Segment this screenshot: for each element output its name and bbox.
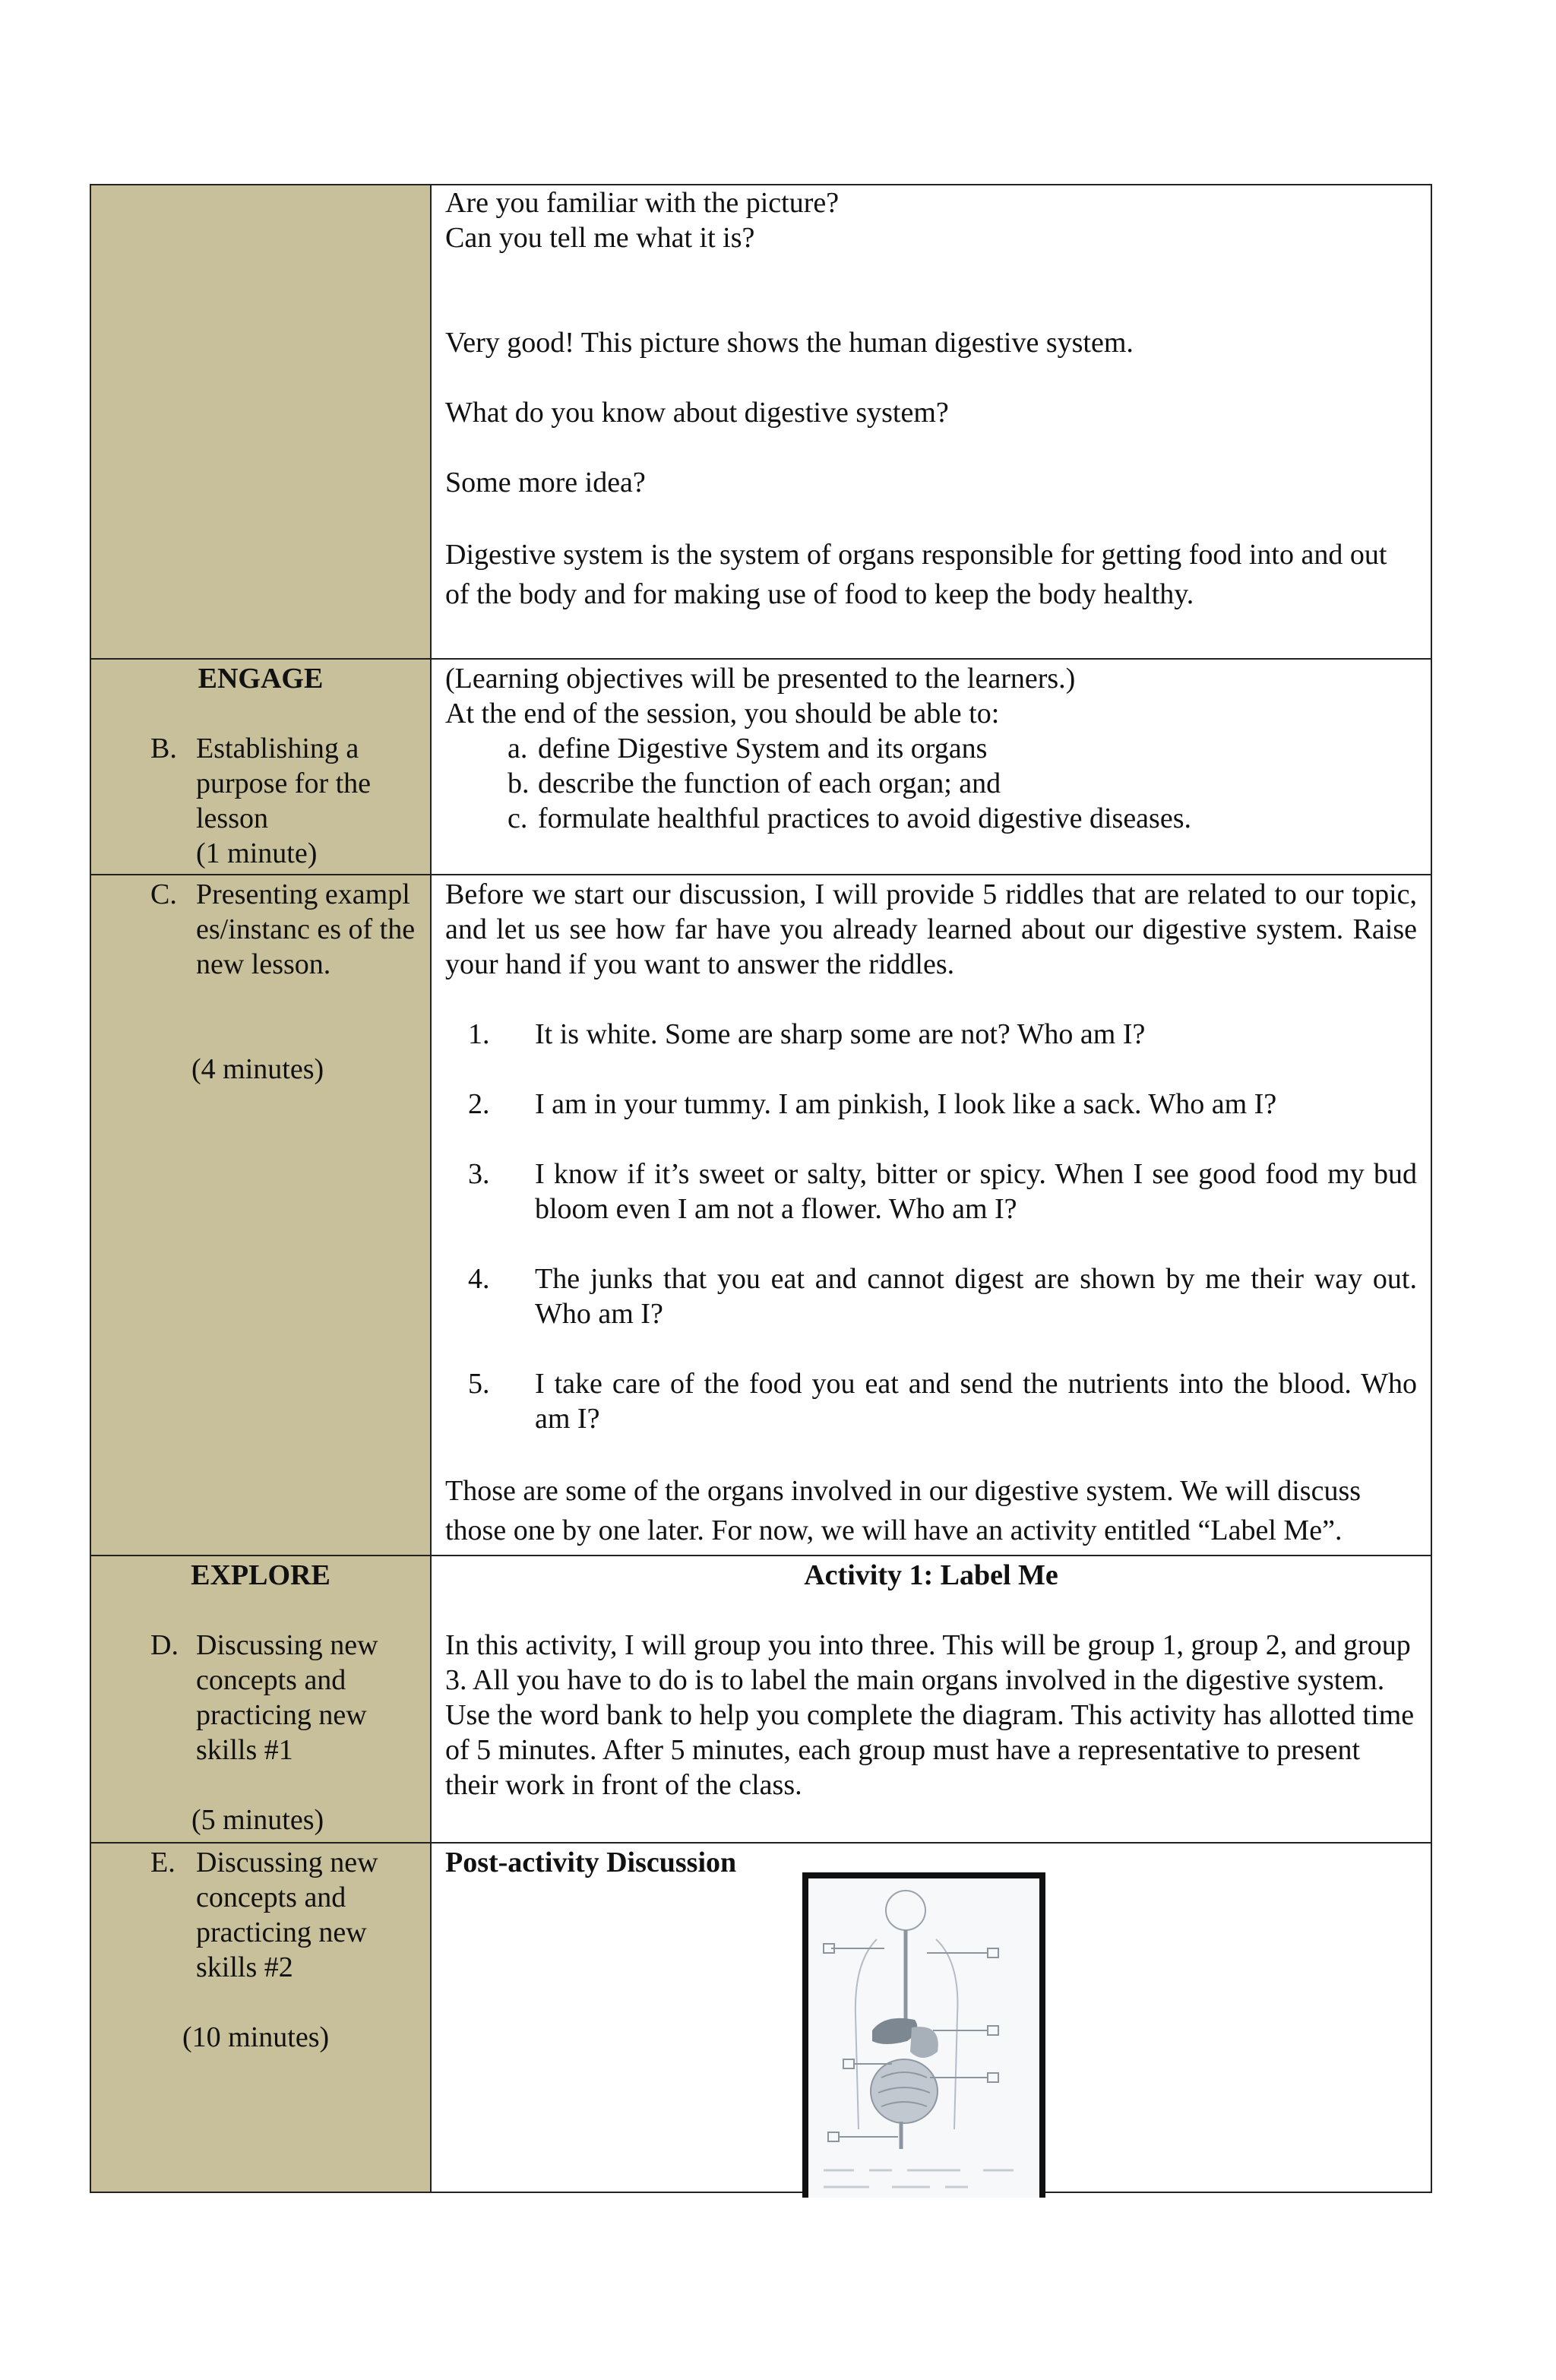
objective-letter: a.: [508, 733, 528, 764]
post-activity-heading: Post-activity Discussion: [445, 1847, 737, 1878]
discussion-title: Discussing new concepts and practicing new skills #2: [196, 1847, 378, 1983]
riddle-text: It is white. Some are sharp some are not? Who am I?: [535, 1018, 1146, 1050]
discussion-letter: E.: [150, 1847, 176, 1878]
explore-title: Discussing new concepts and practicing new skills #1: [196, 1629, 378, 1766]
riddle-number: 4.: [468, 1263, 490, 1295]
riddle-number: 3.: [468, 1158, 490, 1190]
intro-paragraph-4: Digestive system is the system of organs responsible for getting food into and out of the body and for making use of food to keep the body healthy.: [445, 539, 1387, 610]
discussion-row: [90, 1843, 1431, 2192]
presenting-letter: C.: [150, 878, 177, 910]
riddle-text: The junks that you eat and cannot digest are shown by me their way out. Who am I?: [535, 1263, 1417, 1330]
intro-paragraph-1: Very good! This picture shows the human digestive system.: [445, 327, 1134, 359]
engage-heading: ENGAGE: [198, 663, 324, 695]
engage-letter: B.: [150, 733, 177, 764]
explore-minutes: (5 minutes): [191, 1804, 324, 1836]
intro-question-1: Are you familiar with the picture?: [445, 187, 840, 219]
riddles-closing: Those are some of the organs involved in our digestive system. We will discuss those one by one later. For now, we will have an activity entitled “Label Me”.: [445, 1475, 1362, 1546]
objective-item: define Digestive System and its organs: [538, 733, 988, 764]
activity-instructions: In this activity, I will group you into three. This will be group 1, group 2, and group 3. All you have to do is to label the main organs involved in the digestive system. Use the word bank to help you complete the diagram. This activity has allotted time of 5 minutes. After 5 minutes, each group must have a representative to present their work in front of the class.: [445, 1629, 1415, 1801]
engage-minutes: (1 minute): [196, 837, 318, 869]
objective-letter: b.: [508, 767, 530, 799]
riddle-text: I am in your tummy. I am pinkish, I look like a sack. Who am I?: [535, 1088, 1277, 1120]
explore-right-cell: [431, 1556, 1431, 1843]
presenting-row: [90, 875, 1431, 1556]
intro-question-2: Can you tell me what it is?: [445, 222, 755, 254]
intro-left-cell: [90, 185, 431, 659]
presenting-title: Presenting examples/instanc es of the new lesson.: [196, 878, 416, 980]
explore-row: [90, 1556, 1431, 1843]
riddle-number: 5.: [468, 1368, 490, 1400]
presenting-right-cell: [431, 875, 1431, 1556]
discussion-minutes: (10 minutes): [182, 2021, 330, 2053]
engage-left-cell: [90, 659, 431, 875]
lesson-plan-table: [90, 184, 1432, 2193]
engage-line-1: (Learning objectives will be presented to the learners.): [445, 663, 1076, 695]
explore-heading: EXPLORE: [191, 1559, 330, 1591]
engage-title: Establishing a purpose for the lesson: [196, 733, 372, 834]
objective-item: formulate healthful practices to avoid digestive diseases.: [538, 802, 1191, 834]
explore-letter: D.: [150, 1629, 179, 1661]
discussion-right-cell: [431, 1843, 1431, 2192]
digestive-system-icon: [808, 1878, 1039, 2198]
riddle-text: I know if it’s sweet or salty, bitter or spicy. When I see good food my bud bloom even I am not a flower. Who am I?: [535, 1158, 1417, 1225]
presenting-left-cell: [90, 875, 431, 1556]
intro-row: [90, 185, 1431, 659]
presenting-minutes: (4 minutes): [191, 1053, 324, 1085]
riddle-text: I take care of the food you eat and send the nutrients into the blood. Who am I?: [535, 1368, 1417, 1435]
objective-letter: c.: [508, 802, 528, 834]
riddles-intro: Before we start our discussion, I will provide 5 riddles that are related to our topic, and let us see how far have you already learned about our digestive system. Raise your hand if you want to answer the riddles.: [445, 878, 1417, 980]
explore-left-cell: [90, 1556, 431, 1843]
intro-paragraph-2: What do you know about digestive system?: [445, 397, 949, 429]
riddle-number: 2.: [468, 1088, 490, 1120]
intro-right-cell: [431, 185, 1431, 659]
intro-paragraph-3: Some more idea?: [445, 467, 646, 498]
discussion-left-cell: [90, 1843, 431, 2192]
digestive-system-diagram: [802, 1872, 1045, 2198]
activity-title: Activity 1: Label Me: [804, 1559, 1058, 1591]
objective-item: describe the function of each organ; and: [538, 767, 1001, 799]
engage-right-cell: [431, 659, 1431, 875]
engage-line-2: At the end of the session, you should be able to:: [445, 698, 1000, 730]
riddle-number: 1.: [468, 1018, 490, 1050]
engage-row: [90, 659, 1431, 875]
